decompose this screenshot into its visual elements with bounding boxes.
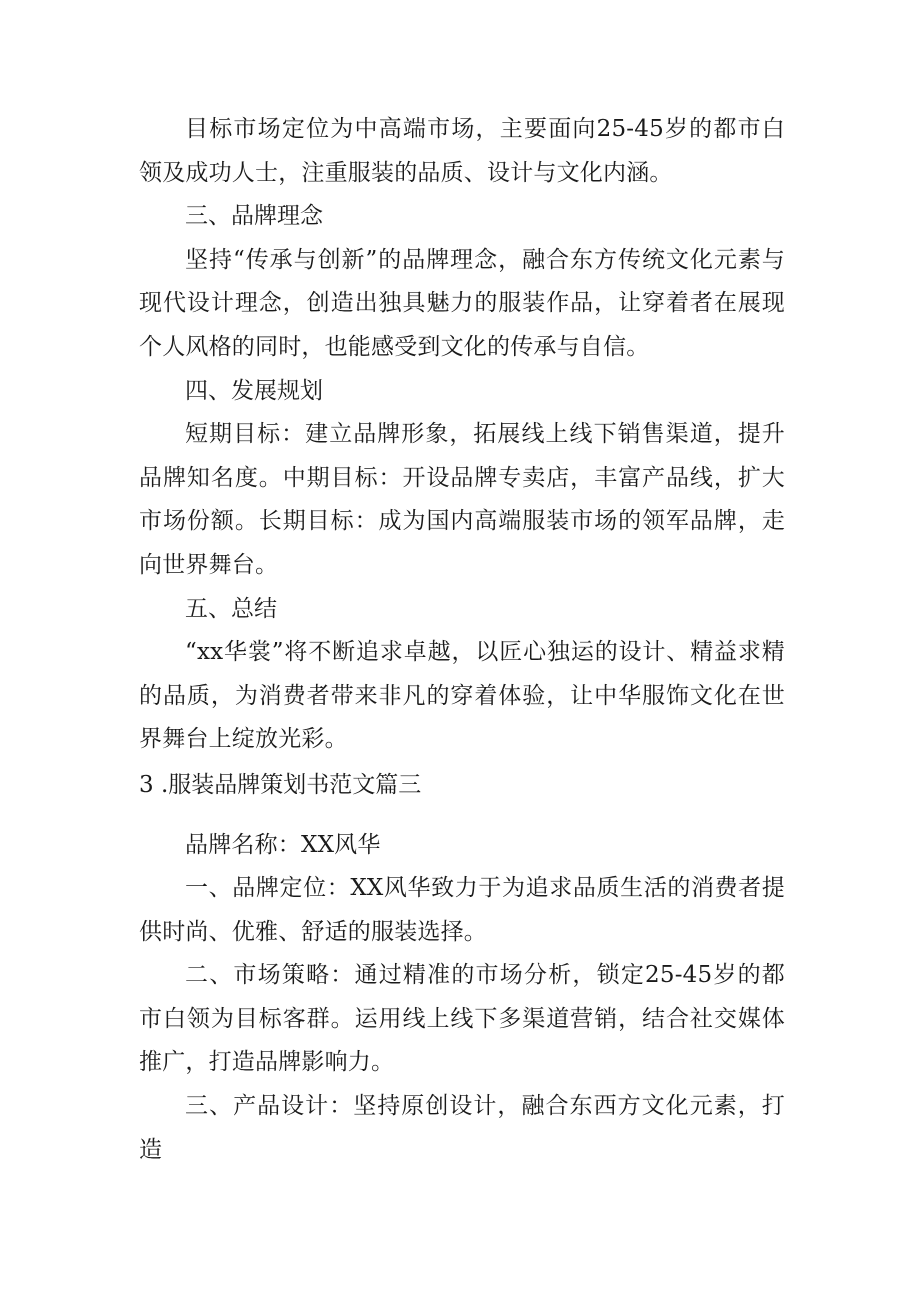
paragraph-brand-philosophy: 坚持“传承与创新”的品牌理念，融合东方传统文化元素与现代设计理念，创造出独具魅力的服装作品，让穿着者在展现个人风格的同时，也能感受到文化的传承与自信。 xyxy=(139,246,785,360)
paragraph-target-market: 目标市场定位为中高端市场，主要面向25-45岁的都市白领及成功人士，注重服装的品质、设计与文化内涵。 xyxy=(139,116,785,186)
paragraph-brand-name: 品牌名称：XX风华 xyxy=(185,831,381,858)
paragraph-development-plan: 短期目标：建立品牌形象，拓展线上线下销售渠道，提升品牌知名度。中期目标：开设品牌专卖店，丰富产品线，扩大市场份额。长期目标：成为国内高端服装市场的领军品牌，走向世界舞台。 xyxy=(139,421,785,578)
paragraph-market-strategy: 二、市场策略：通过精准的市场分析，锁定25-45岁的都市白领为目标客群。运用线上线下多渠道营销，结合社交媒体推广，打造品牌影响力。 xyxy=(139,962,785,1076)
heading-development-plan: 四、发展规划 xyxy=(185,377,323,404)
paragraph-summary: “xx华裳”将不断追求卓越，以匠心独运的设计、精益求精的品质，为消费者带来非凡的穿着体验，让中华服饰文化在世界舞台上绽放光彩。 xyxy=(139,639,785,753)
section-title-part-three: 3 .服装品牌策划书范文篇三 xyxy=(139,771,422,798)
heading-brand-philosophy: 三、品牌理念 xyxy=(185,203,323,230)
document-page xyxy=(139,108,785,1172)
paragraph-brand-positioning: 一、品牌定位：XX风华致力于为追求品质生活的消费者提供时尚、优雅、舒适的服装选择。 xyxy=(139,875,785,945)
heading-summary: 五、总结 xyxy=(185,595,277,622)
paragraph-product-design: 三、产品设计：坚持原创设计，融合东西方文化元素，打造 xyxy=(139,1093,785,1163)
